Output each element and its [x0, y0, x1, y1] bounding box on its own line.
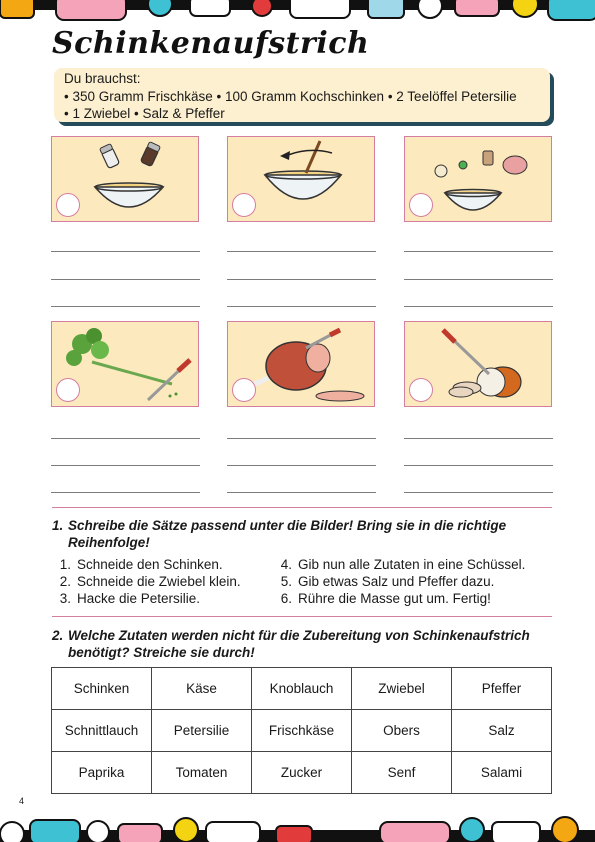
ingredients-line-2: • 1 Zwiebel • Salz & Pfeffer	[64, 106, 225, 121]
task-2-number: 2.	[52, 628, 64, 643]
writing-line[interactable]	[227, 492, 376, 493]
word-cell[interactable]: Petersilie	[152, 710, 252, 752]
word-cell[interactable]: Käse	[152, 668, 252, 710]
picture-panel-3	[404, 136, 552, 222]
decorative-top-border	[0, 0, 595, 24]
sentence-item: 2. Schneide die Zwiebel klein.	[59, 574, 241, 589]
word-cell[interactable]: Senf	[352, 752, 452, 794]
writing-line[interactable]	[227, 438, 376, 439]
writing-line[interactable]	[227, 306, 376, 307]
section-divider	[52, 616, 552, 617]
order-number-circle[interactable]	[56, 378, 80, 402]
writing-line[interactable]	[227, 251, 376, 252]
writing-line[interactable]	[404, 438, 553, 439]
picture-panel-2	[227, 136, 375, 222]
word-cell[interactable]: Paprika	[52, 752, 152, 794]
word-cell[interactable]: Obers	[352, 710, 452, 752]
section-divider	[52, 507, 552, 508]
writing-line[interactable]	[404, 492, 553, 493]
writing-line[interactable]	[51, 251, 200, 252]
writing-line[interactable]	[404, 306, 553, 307]
word-cell[interactable]: Schinken	[52, 668, 152, 710]
order-number-circle[interactable]	[232, 193, 256, 217]
task-2-instruction	[52, 627, 552, 661]
sentence-item: 5. Gib etwas Salz und Pfeffer dazu.	[280, 574, 495, 589]
writing-line[interactable]	[227, 279, 376, 280]
writing-line[interactable]	[51, 465, 200, 466]
writing-line[interactable]	[51, 492, 200, 493]
task-1-number: 1.	[52, 518, 64, 533]
sentence-item: 1. Schneide den Schinken.	[59, 557, 223, 572]
picture-panel-4	[51, 321, 199, 407]
order-number-circle[interactable]	[409, 193, 433, 217]
picture-panel-1	[51, 136, 199, 222]
sentence-item: 4. Gib nun alle Zutaten in eine Schüssel.	[280, 557, 526, 572]
page-title: Schinkenaufstrich	[52, 26, 370, 61]
word-cell[interactable]: Zwiebel	[352, 668, 452, 710]
sentence-item: 3. Hacke die Petersilie.	[59, 591, 201, 606]
ingredients-heading: Du brauchst:	[64, 71, 141, 86]
writing-line[interactable]	[51, 279, 200, 280]
task-2-text: Welche Zutaten werden nicht für die Zubereitung von Schinkenaufstrich benötigt? Streiche sie durch!	[68, 628, 530, 660]
ingredients-line-1: • 350 Gramm Frischkäse • 100 Gramm Kochschinken • 2 Teelöffel Petersilie	[64, 88, 517, 104]
writing-line[interactable]	[404, 465, 553, 466]
decorative-bottom-border	[0, 808, 595, 842]
word-cell[interactable]: Salz	[452, 710, 552, 752]
writing-line[interactable]	[227, 465, 376, 466]
task-1-text: Schreibe die Sätze passend unter die Bilder! Bring sie in die richtige Reihenfolge!	[68, 518, 507, 550]
order-number-circle[interactable]	[409, 378, 433, 402]
order-number-circle[interactable]	[56, 193, 80, 217]
sentence-item: 6. Rühre die Masse gut um. Fertig!	[280, 591, 491, 606]
word-cell[interactable]: Frischkäse	[252, 710, 352, 752]
ingredients-box	[54, 68, 550, 122]
word-cell[interactable]: Tomaten	[152, 752, 252, 794]
word-cell[interactable]: Pfeffer	[452, 668, 552, 710]
task-1-instruction	[52, 517, 552, 551]
word-cell[interactable]: Schnittlauch	[52, 710, 152, 752]
writing-line[interactable]	[51, 306, 200, 307]
writing-line[interactable]	[404, 251, 553, 252]
page-number: 4	[19, 796, 25, 806]
picture-panel-5	[227, 321, 375, 407]
word-cell[interactable]: Zucker	[252, 752, 352, 794]
word-cell[interactable]: Knoblauch	[252, 668, 352, 710]
order-number-circle[interactable]	[232, 378, 256, 402]
ingredient-word-table	[51, 667, 552, 794]
word-cell[interactable]: Salami	[452, 752, 552, 794]
writing-line[interactable]	[404, 279, 553, 280]
writing-line[interactable]	[51, 438, 200, 439]
picture-panel-6	[404, 321, 552, 407]
